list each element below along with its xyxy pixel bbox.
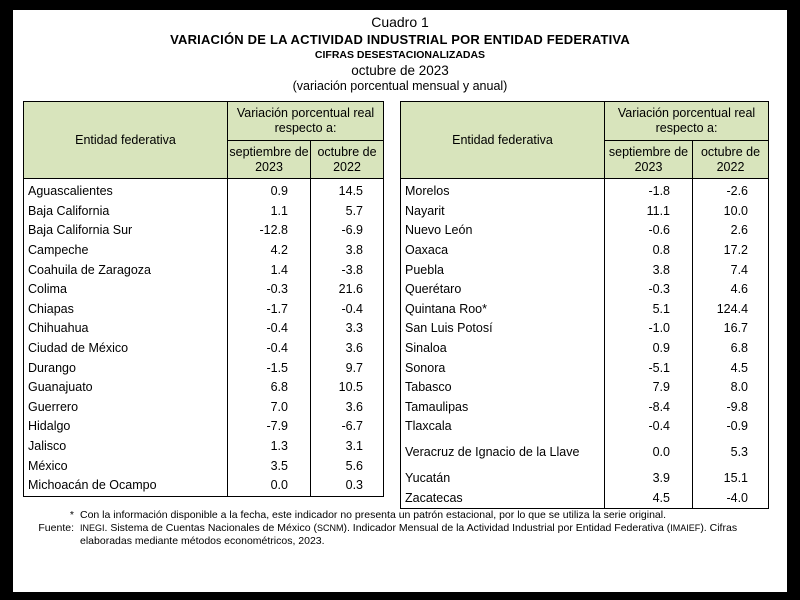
table-row	[24, 280, 384, 300]
table-row	[401, 488, 769, 508]
sept-2023-value: 7.9	[605, 378, 693, 398]
table-row	[401, 241, 769, 261]
table-row	[24, 456, 384, 476]
entity-name: Baja California	[24, 202, 228, 222]
source-text	[80, 522, 775, 548]
asterisk-note	[35, 509, 775, 522]
oct-2022-value: 14.5	[338, 184, 364, 199]
oct-2022-value: -0.4	[341, 301, 364, 316]
title-block	[13, 14, 787, 93]
oct-2022-value: 3.6	[345, 399, 364, 414]
table-row	[401, 280, 769, 300]
oct-2022-value: -3.8	[341, 262, 364, 277]
entity-name: Guanajuato	[24, 378, 228, 398]
table-row	[401, 339, 769, 359]
oct-2022-value: 7.4	[730, 262, 749, 277]
table-row	[401, 300, 769, 320]
entity-name: Oaxaca	[401, 241, 605, 261]
variation-header: Variación porcentual real respecto a:	[228, 102, 384, 141]
table-row	[401, 319, 769, 339]
sept-2023-value: 11.1	[605, 202, 693, 222]
entity-name: Tlaxcala	[401, 417, 605, 437]
oct-2022-value: 8.0	[730, 380, 749, 395]
oct-2022-value: 5.3	[730, 445, 749, 460]
oct-2022-value: 16.7	[723, 321, 749, 336]
entity-name: Querétaro	[401, 280, 605, 300]
footnotes	[35, 509, 775, 548]
sept-2023-value: -0.6	[605, 221, 693, 241]
sept-2023-value: -1.7	[228, 300, 311, 320]
sept-2023-value: 0.0	[228, 476, 311, 496]
oct-2022-value: 9.7	[345, 360, 364, 375]
table-row	[24, 241, 384, 261]
sept-2023-value: -1.0	[605, 319, 693, 339]
entity-name: Coahuila de Zaragoza	[24, 260, 228, 280]
entity-name: Sinaloa	[401, 339, 605, 359]
entity-name: Veracruz de Ignacio de la Llave	[401, 437, 605, 469]
table-row	[24, 300, 384, 320]
oct-2022-value: -2.6	[726, 184, 749, 199]
entity-header: Entidad federativa	[24, 102, 228, 179]
oct-2022-value: -6.7	[341, 419, 364, 434]
table-row	[401, 202, 769, 222]
sept-2023-value: -1.8	[605, 179, 693, 202]
inegi-abbr: INEGI	[80, 523, 105, 533]
sept-2023-value: -0.3	[228, 280, 311, 300]
entity-name: Yucatán	[401, 469, 605, 489]
oct-2022-value: 4.5	[730, 360, 749, 375]
sept-2023-value: -1.5	[228, 358, 311, 378]
oct-2022-value: 4.6	[730, 282, 749, 297]
oct-2022-value: 5.6	[345, 458, 364, 473]
entity-name: Campeche	[24, 241, 228, 261]
source-note	[35, 522, 775, 548]
sept-2023-value: -0.3	[605, 280, 693, 300]
table-subtitle: CIFRAS DESESTACIONALIZADAS	[314, 49, 486, 61]
table-row	[24, 179, 384, 202]
scnm-abbr: SCNM	[316, 523, 344, 533]
table-row	[24, 319, 384, 339]
variation-header: Variación porcentual real respecto a:	[605, 102, 769, 141]
sept-2023-value: -7.9	[228, 417, 311, 437]
oct-2022-value: 17.2	[723, 243, 749, 258]
oct-2022-value: 3.3	[345, 321, 364, 336]
entity-name: Michoacán de Ocampo	[24, 476, 228, 496]
oct-2022-value: 15.1	[723, 471, 749, 486]
oct-2022-value: 0.3	[345, 478, 364, 493]
sept-2023-value: -5.1	[605, 358, 693, 378]
document-page	[13, 10, 787, 592]
source-part-b: ). Indicador Mensual de la Actividad Industrial por Entidad Federativa (	[343, 522, 671, 534]
oct-2022-header: octubre de 2022	[693, 141, 769, 179]
oct-2022-value: -6.9	[341, 223, 364, 238]
entity-name: México	[24, 456, 228, 476]
entity-name: San Luis Potosí	[401, 319, 605, 339]
oct-2022-value: 3.8	[345, 243, 364, 258]
entity-name: Guerrero	[24, 398, 228, 418]
oct-2022-value: 5.7	[345, 203, 364, 218]
entity-header: Entidad federativa	[401, 102, 605, 179]
left-table-body	[24, 179, 384, 497]
entity-name: Jalisco	[24, 437, 228, 457]
sept-2023-value: -0.4	[228, 319, 311, 339]
entity-name: Durango	[24, 358, 228, 378]
oct-2022-value: -9.8	[726, 399, 749, 414]
table-row	[401, 417, 769, 437]
oct-2022-value: 10.0	[723, 203, 749, 218]
oct-2022-value: 21.6	[338, 282, 364, 297]
sept-2023-value: -8.4	[605, 398, 693, 418]
table-row	[401, 437, 769, 469]
asterisk-mark: *	[69, 509, 74, 521]
table-units: (variación porcentual mensual y anual)	[292, 79, 508, 93]
table-row	[24, 260, 384, 280]
table-row	[401, 358, 769, 378]
table-row	[24, 339, 384, 359]
table-row	[401, 398, 769, 418]
entity-name: Colima	[24, 280, 228, 300]
table-row	[401, 179, 769, 202]
sept-2023-value: -0.4	[605, 417, 693, 437]
sept-2023-value: 0.9	[228, 179, 311, 202]
entity-name: Nuevo León	[401, 221, 605, 241]
entity-name: Tabasco	[401, 378, 605, 398]
table-row	[401, 469, 769, 489]
table-row	[24, 398, 384, 418]
source-label: Fuente:	[38, 522, 74, 534]
oct-2022-value: -4.0	[726, 490, 749, 505]
table-row	[401, 260, 769, 280]
imaief-abbr: IMAIEF	[670, 523, 701, 533]
sept-2023-value: -0.4	[228, 339, 311, 359]
right-table-body	[401, 179, 769, 509]
entity-name: Ciudad de México	[24, 339, 228, 359]
table-row	[401, 378, 769, 398]
oct-2022-value: 3.1	[345, 439, 364, 454]
table-title: VARIACIÓN DE LA ACTIVIDAD INDUSTRIAL POR ENTIDAD FEDERATIVA	[170, 32, 630, 47]
sept-2023-value: 1.3	[228, 437, 311, 457]
sept-2023-value: -12.8	[228, 221, 311, 241]
right-table	[400, 101, 769, 509]
table-row	[401, 221, 769, 241]
entity-name: Tamaulipas	[401, 398, 605, 418]
sept-2023-value: 3.9	[605, 469, 693, 489]
entity-name: Baja California Sur	[24, 221, 228, 241]
sept-2023-header: septiembre de 2023	[228, 141, 311, 179]
source-part-a: . Sistema de Cuentas Nacionales de México (	[104, 522, 317, 534]
entity-name: Zacatecas	[401, 488, 605, 508]
table-row	[24, 221, 384, 241]
oct-2022-header: octubre de 2022	[311, 141, 384, 179]
entity-name: Puebla	[401, 260, 605, 280]
sept-2023-value: 6.8	[228, 378, 311, 398]
table-row	[24, 417, 384, 437]
sept-2023-header: septiembre de 2023	[605, 141, 693, 179]
entity-name: Quintana Roo*	[401, 300, 605, 320]
entity-name: Aguascalientes	[24, 179, 228, 202]
table-row	[24, 378, 384, 398]
oct-2022-value: -0.9	[726, 419, 749, 434]
table-row	[24, 437, 384, 457]
entity-name: Chihuahua	[24, 319, 228, 339]
sept-2023-value: 5.1	[605, 300, 693, 320]
entity-name: Nayarit	[401, 202, 605, 222]
table-period: octubre de 2023	[351, 63, 449, 78]
sept-2023-value: 0.0	[605, 437, 693, 469]
sept-2023-value: 0.8	[605, 241, 693, 261]
entity-name: Morelos	[401, 179, 605, 202]
sept-2023-value: 3.5	[228, 456, 311, 476]
sept-2023-value: 0.9	[605, 339, 693, 359]
sept-2023-value: 1.4	[228, 260, 311, 280]
oct-2022-value: 6.8	[730, 341, 749, 356]
sept-2023-value: 4.2	[228, 241, 311, 261]
sept-2023-value: 1.1	[228, 202, 311, 222]
left-table	[23, 101, 384, 497]
asterisk-text: Con la información disponible a la fecha, este indicador no presenta un patrón estacional, por lo que se utiliza la serie original.	[80, 509, 667, 521]
entity-name: Sonora	[401, 358, 605, 378]
table-row	[24, 202, 384, 222]
sept-2023-value: 3.8	[605, 260, 693, 280]
oct-2022-value: 10.5	[338, 380, 364, 395]
oct-2022-value: 2.6	[730, 223, 749, 238]
sept-2023-value: 4.5	[605, 488, 693, 508]
entity-name: Hidalgo	[24, 417, 228, 437]
table-row	[24, 358, 384, 378]
source-part-c: ). Cifras elaboradas mediante métodos econométricos, 2023.	[80, 522, 738, 547]
oct-2022-value: 124.4	[716, 301, 749, 316]
oct-2022-value: 3.6	[345, 341, 364, 356]
entity-name: Chiapas	[24, 300, 228, 320]
table-row	[24, 476, 384, 496]
table-number: Cuadro 1	[371, 14, 429, 30]
sept-2023-value: 7.0	[228, 398, 311, 418]
